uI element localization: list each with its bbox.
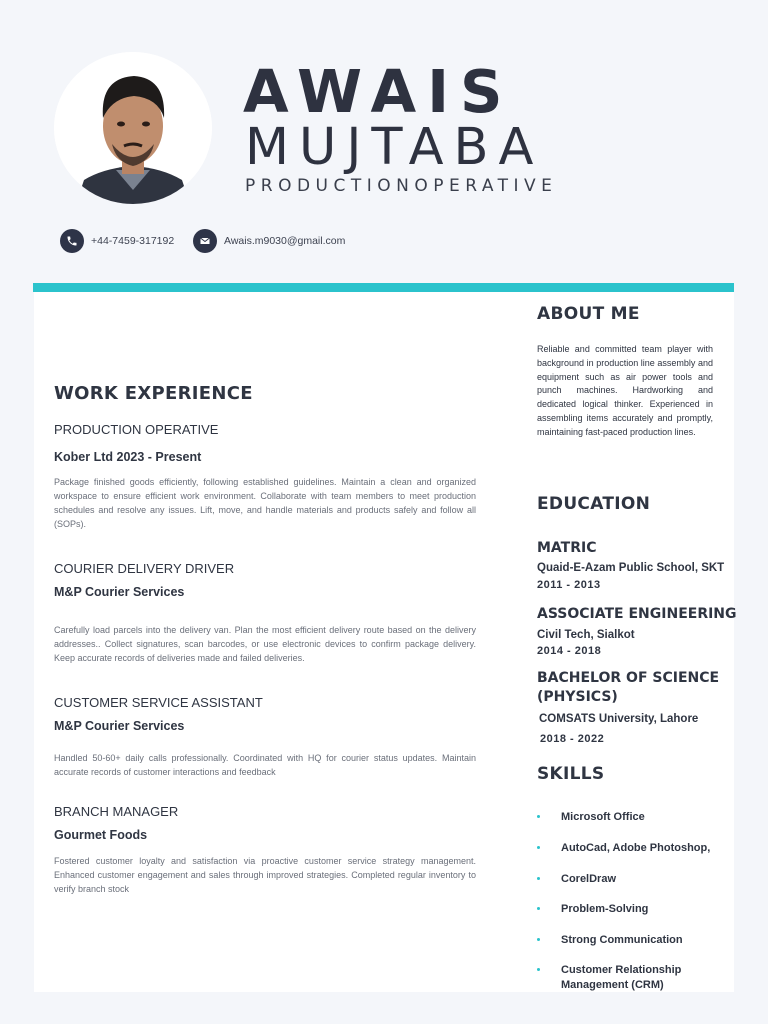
job-role: PRODUCTION OPERATIVE — [54, 422, 219, 437]
job-company: M&P Courier Services — [54, 585, 185, 599]
last-name: MUJTABA — [245, 118, 544, 177]
about-heading: ABOUT ME — [537, 304, 640, 324]
job-company: Kober Ltd 2023 - Present — [54, 450, 202, 464]
bullet-icon — [537, 968, 540, 971]
first-name: AWAIS — [243, 57, 514, 126]
email-contact[interactable] — [193, 229, 345, 253]
skill-item: Customer Relationship Management (CRM) — [537, 963, 727, 993]
job-role: CUSTOMER SERVICE ASSISTANT — [54, 695, 263, 710]
job-description: Fostered customer loyalty and satisfaction via proactive customer service strategy management. Enhanced customer engagement and sales through improved strategies. Completed regular inventory to verify branch stock — [54, 856, 476, 894]
about-text: Reliable and committed team player with background in production line assembly and equipment such as air power tools and punch machines. Hardworking and dedicated logical thinker. Experienced in assembling items accurately and promptly, maintaining fast-paced production lines. — [537, 344, 713, 437]
bullet-icon — [537, 938, 540, 941]
bullet-icon — [537, 815, 540, 818]
job-description: Handled 50-60+ daily calls professionally. Coordinated with HQ for courier status updates. Maintain accurate records of customer interactions and feedback — [54, 753, 476, 777]
education-degree: MATRIC — [537, 540, 597, 556]
skill-item: Problem-Solving — [537, 902, 727, 917]
education-degree: BACHELOR OF SCIENCE (PHYSICS) — [537, 670, 720, 705]
work-experience-heading: WORK EXPERIENCE — [54, 383, 253, 404]
email-icon — [193, 229, 217, 253]
email-address: Awais.m9030@gmail.com — [224, 235, 346, 247]
skill-item: AutoCad, Adobe Photoshop, — [537, 841, 727, 856]
bullet-icon — [537, 907, 540, 910]
accent-divider — [33, 283, 734, 292]
phone-contact[interactable] — [60, 229, 174, 253]
education-years: 2014 - 2018 — [537, 645, 602, 657]
profile-photo — [54, 52, 212, 204]
phone-number: +44-7459-317192 — [91, 235, 175, 247]
education-heading: EDUCATION — [537, 494, 651, 514]
job-description: Carefully load parcels into the delivery van. Plan the most efficient delivery route based on the delivery addresses.. Collect signatures, scan barcodes, or use electronic devices to confirm package delivery. Keep accurate records of deliveries made and failed deliveries. — [54, 625, 476, 663]
job-role: BRANCH MANAGER — [54, 804, 179, 819]
job-company: Gourmet Foods — [54, 828, 148, 842]
education-school: Quaid-E-Azam Public School, SKT — [537, 562, 725, 574]
job-description: Package finished goods efficiently, following established guidelines. Maintain a clean and organized workspace to ensure efficient work environment. Collaborate with team members to meet production schedules and resolve any issues. Lift, move, and handle materials and products safely and follow all (SOPs). — [54, 477, 476, 529]
education-years: 2011 - 2013 — [537, 579, 601, 591]
education-school: COMSATS University, Lahore — [539, 713, 699, 725]
education-school: Civil Tech, Sialkot — [537, 629, 635, 641]
skills-heading: SKILLS — [537, 764, 605, 784]
education-degree: ASSOCIATE ENGINEERING — [537, 606, 737, 622]
bullet-icon — [537, 877, 540, 880]
skill-item: Microsoft Office — [537, 810, 727, 825]
education-years: 2018 - 2022 — [540, 733, 605, 745]
job-company: M&P Courier Services — [54, 719, 185, 733]
job-title: PRODUCTIONOPERATIVE — [245, 176, 558, 196]
skill-item: CorelDraw — [537, 872, 727, 887]
bullet-icon — [537, 846, 540, 849]
phone-icon — [60, 229, 84, 253]
skill-item: Strong Communication — [537, 933, 727, 948]
job-role: COURIER DELIVERY DRIVER — [54, 561, 235, 576]
